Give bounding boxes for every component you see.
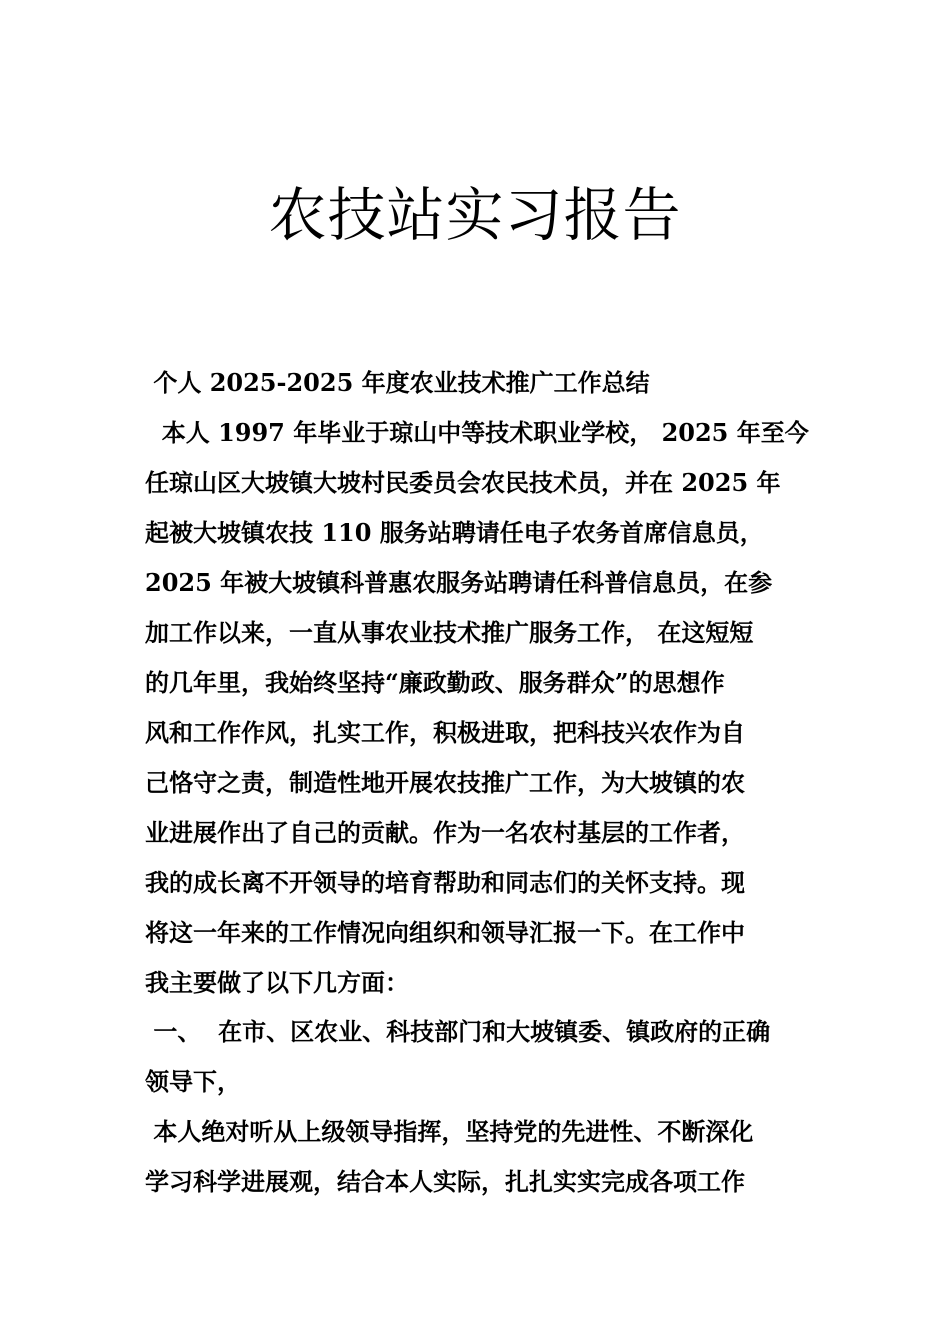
body-line-9: 己恪守之责，制造性地开展农技推广工作，为大坡镇的农 xyxy=(145,768,745,797)
body-line-4: 起被大坡镇农技 110 服务站聘请任电子农务首席信息员， xyxy=(145,518,764,547)
body-line-1: 个人 2025-2025 年度农业技术推广工作总结 xyxy=(145,368,650,397)
body-line-7: 的几年里，我始终坚持“廉政勤政、服务群众”的思想作 xyxy=(145,668,725,697)
body-line-11: 我的成长离不开领导的培育帮助和同志们的关怀支持。现 xyxy=(145,868,745,897)
body-line-15: 领导下， xyxy=(145,1067,241,1096)
body-line-13: 我主要做了以下几方面： xyxy=(145,968,409,997)
body-line-6: 加工作以来，一直从事农业技术推广服务工作， 在这短短 xyxy=(145,618,754,647)
body-line-10: 业进展作出了自己的贡献。作为一名农村基层的工作者， xyxy=(145,818,745,847)
body-line-14: 一、 在市、区农业、科技部门和大坡镇委、镇政府的正确 xyxy=(145,1017,771,1046)
body-line-16: 本人绝对听从上级领导指挥，坚持党的先进性、不断深化 xyxy=(145,1117,754,1146)
body-line-3: 任琼山区大坡镇大坡村民委员会农民技术员，并在 2025 年 xyxy=(145,468,781,497)
body-line-17: 学习科学进展观，结合本人实际，扎扎实实完成各项工作 xyxy=(145,1167,745,1196)
body-line-2: 本人 1997 年毕业于琼山中等技术职业学校， 2025 年至今 xyxy=(145,418,809,447)
body-line-12: 将这一年来的工作情况向组织和领导汇报一下。在工作中 xyxy=(145,918,745,947)
document-title: 农技站实习报告 xyxy=(268,181,682,249)
body-line-5: 2025 年被大坡镇科普惠农服务站聘请任科普信息员，在参 xyxy=(145,568,773,597)
body-line-8: 风和工作作风，扎实工作，积极进取，把科技兴农作为自 xyxy=(145,718,745,747)
